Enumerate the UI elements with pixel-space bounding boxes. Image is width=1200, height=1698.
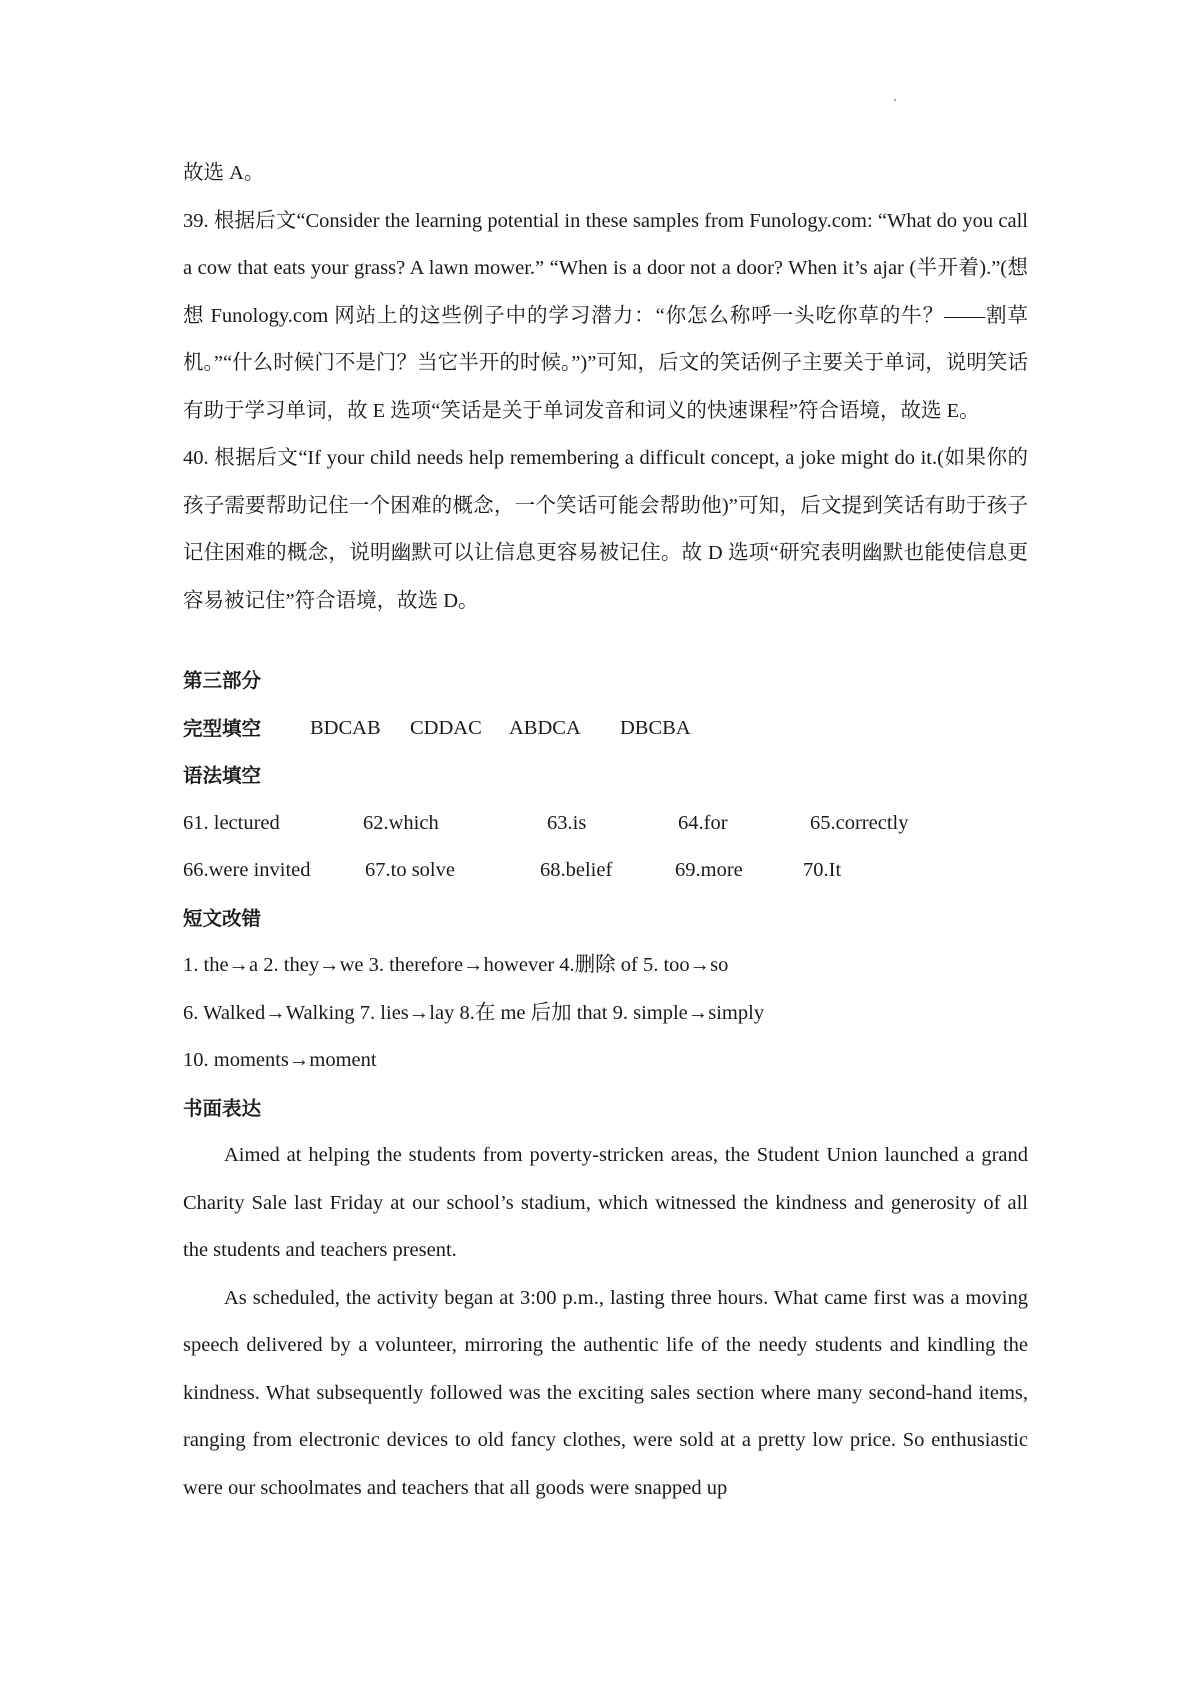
document-body [183, 150, 1028, 1512]
cloze-answers [183, 705, 1028, 753]
grammar-answer-67: 67.to solve [365, 859, 455, 881]
header-mark: . [893, 88, 897, 105]
grammar-answer-64: 64.for [678, 811, 728, 834]
grammar-row-1 [183, 800, 1028, 848]
writing-label: 书面表达 [183, 1096, 262, 1120]
cloze-group-1: BDCAB [310, 716, 381, 739]
correction-label: 短文改错 [183, 906, 262, 930]
grammar-label: 语法填空 [183, 764, 262, 787]
grammar-answer-68: 68.belief [540, 859, 613, 881]
grammar-answer-65: 65.correctly [810, 811, 909, 834]
grammar-row-2 [183, 847, 1028, 895]
cloze-group-4: DBCBA [620, 716, 691, 739]
part-three-title: 第三部分 [183, 669, 262, 692]
cloze-label: 完型填空 [183, 716, 262, 740]
explanation-40: 40. 根据后文“If your child needs help remembering a difficult concept, a joke might do it.(如果你的孩子需要帮助记住一个困难的概念，一个笑话可能会帮助他)”可知，后文提到笑话有助于孩子记住困难的概念，说明幽默可以让信息更容易被记住。故 D 选项“研究表明幽默也能使信息更容易被记住”符合语境，故选 D。 [183, 447, 1028, 612]
grammar-answer-61: 61. lectured [183, 811, 280, 834]
grammar-answer-70: 70.It [803, 859, 842, 881]
grammar-answer-62: 62.which [363, 811, 439, 834]
writing-paragraph-2: As scheduled, the activity began at 3:00 p.m., lasting three hours. What came first was a moving speech delivered by a volunteer, mirroring the authentic life of the needy students and kindling the kindness. What subsequently followed was the exciting sales section where many second-hand items, ranging from electronic devices to old fancy clothes, were sold at a pretty low price. So enthusiastic were our schoolmates and teachers that all goods were snapped up [183, 1286, 1028, 1499]
cloze-group-2: CDDAC [410, 716, 482, 739]
explanation-38-end: 故选 A。 [183, 162, 265, 184]
writing-paragraph-1: Aimed at helping the students from poverty-stricken areas, the Student Union launched a grand Charity Sale last Friday at our school’s stadium, which witnessed the kindness and generosity of all the students and teachers present. [183, 1144, 1028, 1261]
correction-line-3: 10. moments→moment [183, 1049, 377, 1071]
grammar-answer-69: 69.more [675, 859, 743, 881]
correction-line-1: 1. the→a 2. they→we 3. therefore→however 4.删除 of 5. too→so [183, 954, 729, 976]
cloze-group-3: ABDCA [509, 716, 581, 739]
grammar-answer-63: 63.is [547, 811, 587, 834]
section-gap [183, 625, 1028, 657]
grammar-answer-66: 66.were invited [183, 859, 311, 881]
correction-line-2: 6. Walked→Walking 7. lies→lay 8.在 me 后加 that 9. simple→simply [183, 1001, 765, 1024]
explanation-39: 39. 根据后文“Consider the learning potential in these samples from Funology.com: “What do you call a cow that eats your grass? A lawn mower.” “When is a door not a door? When it’s ajar (半开着).”(想想 Funology.com 网站上的这些例子中的学习潜力：“你怎么称呼一头吃你草的牛？——割草机。”“什么时候门不是门？当它半开的时候。”)”可知，后文的笑话例子主要关于单词，说明笑话有助于学习单词，故 E 选项“笑话是关于单词发音和词义的快速课程”符合语境，故选 E。 [183, 209, 1028, 422]
